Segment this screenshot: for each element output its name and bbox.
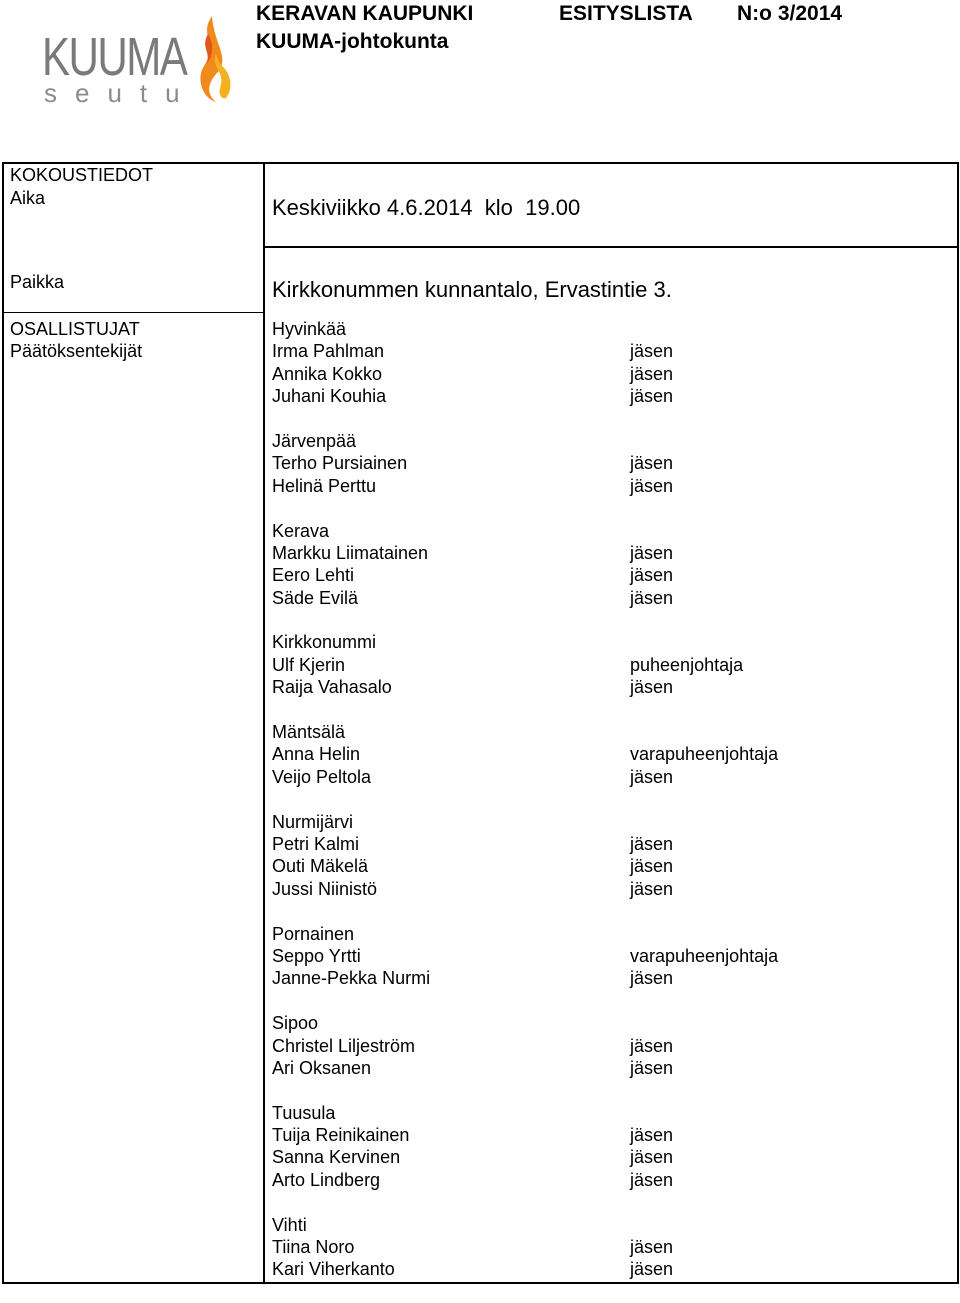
- member-role: jäsen: [630, 363, 674, 384]
- municipality-group: [272, 520, 932, 610]
- member-name: Janne-Pekka Nurmi: [272, 968, 431, 989]
- document-number: N:o 3/2014: [737, 2, 843, 25]
- decision-makers-label: Päätöksentekijät: [10, 341, 143, 361]
- municipality-name: Kerava: [272, 520, 330, 541]
- municipality-name: Nurmijärvi: [272, 811, 353, 832]
- municipality-row: [272, 923, 932, 945]
- municipality-row: [272, 811, 932, 833]
- municipality-group: [272, 430, 932, 497]
- member-role: varapuheenjohtaja: [630, 744, 779, 765]
- member-name: Jussi Niinistö: [272, 878, 378, 899]
- member-role: jäsen: [630, 677, 674, 698]
- meeting-info-label: KOKOUSTIEDOT: [10, 165, 154, 185]
- member-name: Arto Lindberg: [272, 1169, 381, 1190]
- member-name: Markku Liimatainen: [272, 542, 429, 563]
- member-role: jäsen: [630, 386, 674, 407]
- member-role: jäsen: [630, 856, 674, 877]
- member-row: [272, 676, 932, 698]
- municipality-group: [272, 631, 932, 698]
- governing-body: KUUMA-johtokunta: [256, 30, 449, 53]
- member-name: Ulf Kjerin: [272, 654, 346, 675]
- municipality-row: [272, 1214, 932, 1236]
- municipality-name: Hyvinkää: [272, 319, 347, 339]
- member-role: jäsen: [630, 1035, 674, 1056]
- member-name: Raija Vahasalo: [272, 677, 392, 698]
- member-row: [272, 766, 932, 788]
- municipality-group: [272, 1012, 932, 1079]
- municipality-row: [272, 721, 932, 743]
- member-role: jäsen: [630, 341, 674, 362]
- municipality-row: [272, 318, 932, 340]
- table-row-divider-time: [265, 246, 958, 248]
- municipality-group: [272, 1102, 932, 1192]
- municipality-group: [272, 721, 932, 788]
- place-value: Kirkkonummen kunnantalo, Ervastintie 3.: [272, 277, 672, 302]
- municipality-name: Järvenpää: [272, 430, 357, 451]
- member-role: jäsen: [630, 968, 674, 989]
- member-row: [272, 587, 932, 609]
- municipality-name: Pornainen: [272, 923, 355, 944]
- member-row: [272, 743, 932, 765]
- municipality-group: [272, 923, 932, 990]
- municipality-name: Tuusula: [272, 1102, 336, 1123]
- member-row: [272, 1146, 932, 1168]
- member-name: Ari Oksanen: [272, 1057, 372, 1078]
- flame-icon: [190, 14, 234, 104]
- participants-label: OSALLISTUJAT: [10, 319, 140, 339]
- time-label: Aika: [10, 188, 46, 208]
- logo-subtext: seutu: [44, 78, 198, 108]
- municipality-group: [272, 318, 932, 408]
- member-row: [272, 340, 932, 362]
- member-name: Sanna Kervinen: [272, 1147, 401, 1168]
- table-border-right: [957, 162, 959, 1284]
- municipality-group: [272, 1214, 932, 1281]
- member-name: Terho Pursiainen: [272, 453, 408, 474]
- member-row: [272, 564, 932, 586]
- member-row: [272, 385, 932, 407]
- member-row: [272, 1035, 932, 1057]
- kuuma-seutu-logo: [40, 14, 240, 108]
- member-role: jäsen: [630, 833, 674, 854]
- member-row: [272, 363, 932, 385]
- member-row: [272, 878, 932, 900]
- member-row: [272, 833, 932, 855]
- member-name: Tuija Reinikainen: [272, 1125, 410, 1146]
- municipality-group: [272, 811, 932, 901]
- member-name: Kari Viherkanto: [272, 1259, 395, 1280]
- municipality-row: [272, 520, 932, 542]
- member-name: Helinä Perttu: [272, 475, 377, 496]
- member-role: jäsen: [630, 453, 674, 474]
- member-name: Outi Mäkelä: [272, 856, 369, 877]
- member-row: [272, 967, 932, 989]
- member-role: jäsen: [630, 766, 674, 787]
- member-row: [272, 1236, 932, 1258]
- member-name: Christel Liljeström: [272, 1035, 416, 1056]
- member-row: [272, 475, 932, 497]
- member-row: [272, 542, 932, 564]
- member-name: Eero Lehti: [272, 565, 355, 586]
- municipality-name: Kirkkonummi: [272, 632, 377, 653]
- member-name: Annika Kokko: [272, 363, 383, 384]
- municipality-name: Vihti: [272, 1214, 307, 1235]
- place-label: Paikka: [10, 272, 65, 292]
- member-row: [272, 945, 932, 967]
- municipality-name: Sipoo: [272, 1013, 319, 1034]
- table-column-divider: [263, 162, 265, 1284]
- document-type: ESITYSLISTA: [559, 2, 693, 25]
- member-name: Säde Evilä: [272, 587, 359, 608]
- member-name: Irma Pahlman: [272, 341, 385, 362]
- member-role: jäsen: [630, 1169, 674, 1190]
- member-role: jäsen: [630, 1147, 674, 1168]
- logo-wordmark: KUUMA: [42, 27, 187, 87]
- member-role: jäsen: [630, 542, 674, 563]
- member-row: [272, 1258, 932, 1280]
- member-row: [272, 1057, 932, 1079]
- member-name: Veijo Peltola: [272, 766, 372, 787]
- member-role: jäsen: [630, 475, 674, 496]
- member-name: Anna Helin: [272, 744, 361, 765]
- organization-name: KERAVAN KAUPUNKI: [256, 2, 474, 25]
- table-row-divider-place: [2, 312, 265, 313]
- participants-list: [272, 318, 932, 1303]
- member-row: [272, 1169, 932, 1191]
- member-role: varapuheenjohtaja: [630, 945, 779, 966]
- member-row: [272, 452, 932, 474]
- member-role: jäsen: [630, 1259, 674, 1280]
- member-role: jäsen: [630, 1237, 674, 1258]
- member-role: jäsen: [630, 878, 674, 899]
- municipality-row: [272, 1012, 932, 1034]
- member-role: puheenjohtaja: [630, 654, 744, 675]
- member-row: [272, 1124, 932, 1146]
- member-name: Petri Kalmi: [272, 833, 360, 854]
- member-name: Seppo Yrtti: [272, 945, 361, 966]
- municipality-name: Mäntsälä: [272, 722, 346, 743]
- member-row: [272, 855, 932, 877]
- table-border-left: [2, 162, 4, 1284]
- municipality-row: [272, 1102, 932, 1124]
- municipality-row: [272, 631, 932, 653]
- time-value: Keskiviikko 4.6.2014 klo 19.00: [272, 195, 581, 220]
- member-name: Tiina Noro: [272, 1237, 355, 1258]
- member-role: jäsen: [630, 1057, 674, 1078]
- member-row: [272, 654, 932, 676]
- member-role: jäsen: [630, 565, 674, 586]
- municipality-row: [272, 430, 932, 452]
- member-name: Juhani Kouhia: [272, 386, 387, 407]
- member-role: jäsen: [630, 1125, 674, 1146]
- member-role: jäsen: [630, 587, 674, 608]
